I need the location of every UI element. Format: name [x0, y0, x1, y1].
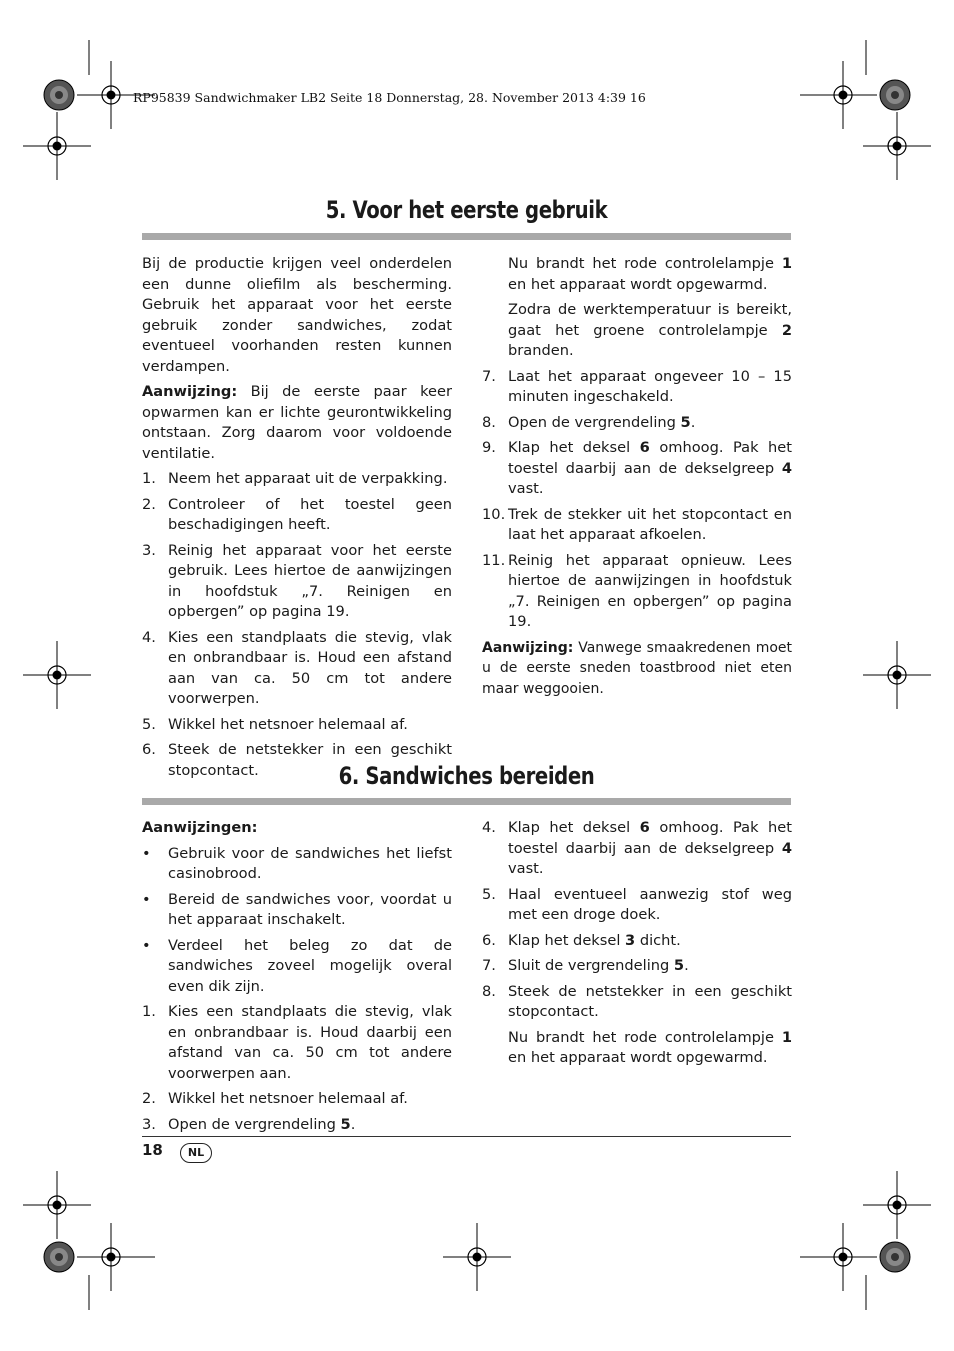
step-number: 1.	[142, 1003, 156, 1020]
step-text: Controleer of het toestel geen beschadigingen heeft.	[168, 495, 452, 533]
section-5-right-column	[482, 254, 792, 704]
step-number: 3.	[142, 541, 156, 559]
bullet-text: Bereid de sandwiches voor, voordat u het apparaat inschakelt.	[168, 890, 452, 928]
text: Nu brandt het rode controlelampje	[508, 1028, 782, 1046]
step-text: Steek de netstekker in een geschikt stopcontact.	[508, 982, 792, 1020]
bullet-item	[142, 936, 452, 998]
note-paragraph	[142, 382, 452, 464]
step-text: Kies een standplaats die stevig, vlak en onbrandbaar is. Houd een afstand aan van ca. 50 cm tot andere voorwerpen.	[168, 628, 452, 707]
list-item	[142, 469, 452, 490]
step-text: Klap het deksel	[508, 931, 626, 949]
step-number: 7.	[482, 957, 496, 974]
note-label: Aanwijzing:	[142, 383, 238, 400]
text: vast.	[508, 480, 544, 497]
list-item	[142, 1002, 452, 1084]
step-number: 11.	[482, 551, 506, 569]
notes-heading	[142, 818, 452, 839]
list-item	[142, 628, 452, 710]
text: Zodra de werktemperatuur is bereikt, gaat het groene controlelampje	[508, 301, 792, 339]
part-number: 5	[340, 1115, 351, 1133]
step-number: 6.	[482, 931, 496, 949]
list-item	[482, 931, 792, 952]
footer-rule	[142, 1136, 791, 1137]
notes-label: Aanwijzingen:	[142, 819, 258, 836]
list-item	[482, 885, 792, 926]
list-item	[142, 715, 452, 736]
text: en het apparaat wordt opgewarmd.	[508, 275, 768, 293]
text: en het apparaat wordt opgewarmd.	[508, 1049, 768, 1066]
step-text: Reinig het apparaat voor het eerste gebruik. Lees hiertoe de aanwijzingen in hoofdstuk „7. Reinigen en opbergen” op pagina 19.	[168, 541, 452, 620]
step-number: 3.	[142, 1115, 156, 1133]
print-header: RP95839 Sandwichmaker LB2 Seite 18 Donnerstag, 28. November 2013 4:39 16	[133, 90, 646, 105]
step-number: 4.	[482, 819, 496, 836]
step-number: 2.	[142, 495, 156, 513]
part-number: 5	[680, 413, 691, 431]
text: dicht.	[635, 931, 681, 949]
step-text: Klap het deksel	[508, 819, 640, 836]
part-number: 4	[781, 459, 792, 477]
list-item	[482, 413, 792, 434]
step-text: Steek de netstekker in een geschikt stopcontact.	[168, 741, 452, 779]
step-text: Neem het apparaat uit de verpakking.	[168, 470, 448, 487]
part-number: 5	[673, 957, 685, 974]
text: .	[350, 1115, 356, 1133]
list-item	[482, 818, 792, 880]
section-5-rule	[142, 233, 791, 240]
list-item	[142, 541, 452, 623]
step-text: Reinig het apparaat opnieuw. Lees hiertoe de aanwijzingen in hoofdstuk „7. Reinigen en opbergen” op pagina 19.	[508, 551, 792, 630]
step-number: 6.	[142, 741, 156, 758]
step-text: Wikkel het netsnoer helemaal af.	[168, 715, 408, 733]
list-item	[142, 495, 452, 536]
list-item	[482, 982, 792, 1023]
text: .	[690, 413, 696, 431]
bullet-text: Gebruik voor de sandwiches het liefst casinobrood.	[168, 844, 452, 882]
step-number: 9.	[482, 439, 496, 456]
intro-paragraph: Bij de productie krijgen veel onderdelen een dunne oliefilm als bescherming. Gebruik het apparaat voor het eerste gebruik zonder sandwiches, zodat eventueel voorhanden resten kunnen verdampen.	[142, 255, 452, 375]
step-text: Laat het apparaat ongeveer 10 – 15 minuten ingeschakeld.	[508, 367, 792, 405]
text: omhoog. Pak het toestel daarbij aan de dekselgreep	[508, 439, 792, 477]
part-number: 1	[781, 255, 792, 272]
note-paragraph	[482, 638, 792, 700]
step-text: Wikkel het netsnoer helemaal af.	[168, 1090, 408, 1107]
step-number: 4.	[142, 628, 156, 646]
list-item	[482, 438, 792, 500]
step-text: Sluit de vergrendeling	[508, 957, 674, 974]
note-text: Vanwege smaakredenen moet u de eerste sneden toastbrood niet eten maar weggooien.	[482, 639, 792, 697]
bullet-icon: •	[142, 844, 151, 862]
bullet-text: Verdeel het beleg zo dat de sandwiches zoveel mogelijk overal even dik zijn.	[168, 936, 452, 995]
list-item	[482, 367, 792, 408]
step-text: Open de vergrendeling	[508, 413, 681, 431]
step-text: Haal eventueel aanwezig stof weg met een droge doek.	[508, 885, 792, 923]
step-number: 8.	[482, 413, 496, 431]
section-5-left-column	[142, 254, 452, 786]
step-number: 2.	[142, 1090, 156, 1107]
step-text: Open de vergrendeling	[168, 1115, 341, 1133]
step-text: Kies een standplaats die stevig, vlak en onbrandbaar is. Houd daarbij een afstand van ca. 50 cm tot andere voorwerpen aan.	[168, 1003, 452, 1082]
step-number: 1.	[142, 470, 156, 487]
status-paragraph	[482, 254, 792, 295]
list-item	[482, 505, 792, 546]
part-number: 1	[781, 1028, 792, 1046]
note-label: Aanwijzing:	[482, 639, 574, 656]
text: .	[684, 957, 689, 974]
list-item	[482, 551, 792, 633]
list-item	[142, 1089, 452, 1110]
part-number: 6	[639, 439, 650, 456]
bullet-item	[142, 890, 452, 931]
status-paragraph	[482, 300, 792, 362]
text: Nu brandt het rode controlelampje	[508, 255, 782, 272]
step-number: 5.	[482, 885, 496, 903]
text: branden.	[508, 342, 574, 359]
page-number: 18	[142, 1141, 163, 1159]
list-item	[142, 1115, 452, 1136]
step-number: 8.	[482, 982, 496, 1000]
step-number: 5.	[142, 715, 156, 733]
note-text: Bij de eerste paar keer opwarmen kan er lichte geurontwikkeling ontstaan. Zorg daarom voor voldoende ventilatie.	[142, 383, 452, 462]
section-5-title: 5. Voor het eerste gebruik	[325, 196, 608, 224]
part-number: 3	[625, 931, 636, 949]
part-number: 2	[781, 321, 792, 339]
section-6-title: 6. Sandwiches bereiden	[338, 762, 595, 790]
step-number: 7.	[482, 367, 496, 385]
bullet-item	[142, 844, 452, 885]
bullet-icon: •	[142, 890, 151, 908]
language-badge: NL	[180, 1143, 212, 1163]
section-6-left-column	[142, 818, 452, 1140]
status-paragraph	[482, 1028, 792, 1069]
text: omhoog. Pak het toestel daarbij aan de dekselgreep	[508, 819, 792, 857]
section-6-rule	[142, 798, 791, 805]
text: vast.	[508, 860, 544, 877]
part-number: 4	[781, 839, 792, 857]
part-number: 6	[639, 819, 650, 836]
bullet-icon: •	[142, 936, 151, 954]
list-item	[482, 956, 792, 977]
section-6-right-column	[482, 818, 792, 1074]
step-text: Trek de stekker uit het stopcontact en laat het apparaat afkoelen.	[508, 505, 792, 543]
step-text: Klap het deksel	[508, 439, 640, 456]
step-number: 10.	[482, 505, 506, 523]
